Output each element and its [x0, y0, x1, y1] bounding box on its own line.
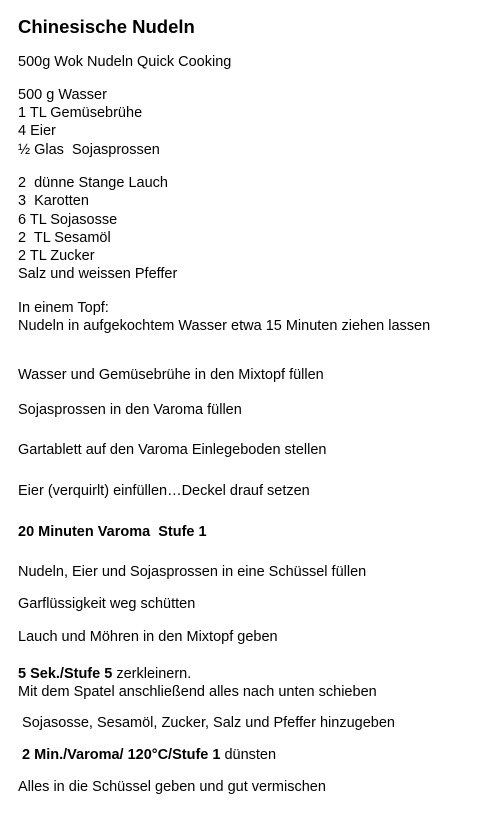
step-tray: Gartablett auf den Varoma Einlegeboden stellen — [18, 442, 327, 458]
pot-intro: In einem Topf: — [18, 300, 109, 316]
ingredient-line: 4 Eier — [18, 123, 56, 139]
step-bowl: Nudeln, Eier und Sojasprossen in eine Schüssel füllen — [18, 564, 367, 580]
cooking-setting-1: 20 Minuten Varoma Stufe 1 — [18, 524, 207, 540]
cooking-setting-3 — [18, 746, 276, 764]
step-leek: Lauch und Möhren in den Mixtopf geben — [18, 629, 278, 645]
ingredient-line: 2 dünne Stange Lauch — [18, 175, 168, 191]
ingredient-line: 1 TL Gemüsebrühe — [18, 105, 143, 121]
step-sauce: Sojasosse, Sesamöl, Zucker, Salz und Pfeffer hinzugeben — [18, 715, 395, 731]
step-sprouts: Sojasprossen in den Varoma füllen — [18, 402, 242, 418]
noodle-ingredient: 500g Wok Nudeln Quick Cooking — [18, 54, 232, 70]
ingredient-line: 2 TL Sesamöl — [18, 230, 111, 246]
ingredient-line: 500 g Wasser — [18, 87, 107, 103]
step-water: Wasser und Gemüsebrühe in den Mixtopf füllen — [18, 367, 324, 383]
step-spatula: Mit dem Spatel anschließend alles nach unten schieben — [18, 684, 377, 700]
setting-3-bold: 2 Min./Varoma/ 120°C/Stufe 1 — [18, 747, 221, 763]
ingredient-line: 6 TL Sojasosse — [18, 212, 118, 228]
setting-3-text: dünsten — [220, 747, 277, 763]
step-eggs: Eier (verquirlt) einfüllen…Deckel drauf setzen — [18, 483, 310, 499]
cooking-setting-2 — [18, 665, 191, 683]
setting-2-text: zerkleinern. — [112, 666, 192, 682]
recipe-title: Chinesische Nudeln — [18, 16, 195, 37]
ingredient-line: Salz und weissen Pfeffer — [18, 266, 178, 282]
step-drain: Garflüssigkeit weg schütten — [18, 596, 196, 612]
step-final: Alles in die Schüssel geben und gut vermischen — [18, 779, 326, 795]
setting-2-bold: 5 Sek./Stufe 5 — [18, 666, 113, 682]
ingredient-line: ½ Glas Sojasprossen — [18, 142, 160, 158]
pot-step: Nudeln in aufgekochtem Wasser etwa 15 Minuten ziehen lassen — [18, 318, 431, 334]
ingredient-line: 3 Karotten — [18, 193, 89, 209]
ingredient-line: 2 TL Zucker — [18, 248, 95, 264]
